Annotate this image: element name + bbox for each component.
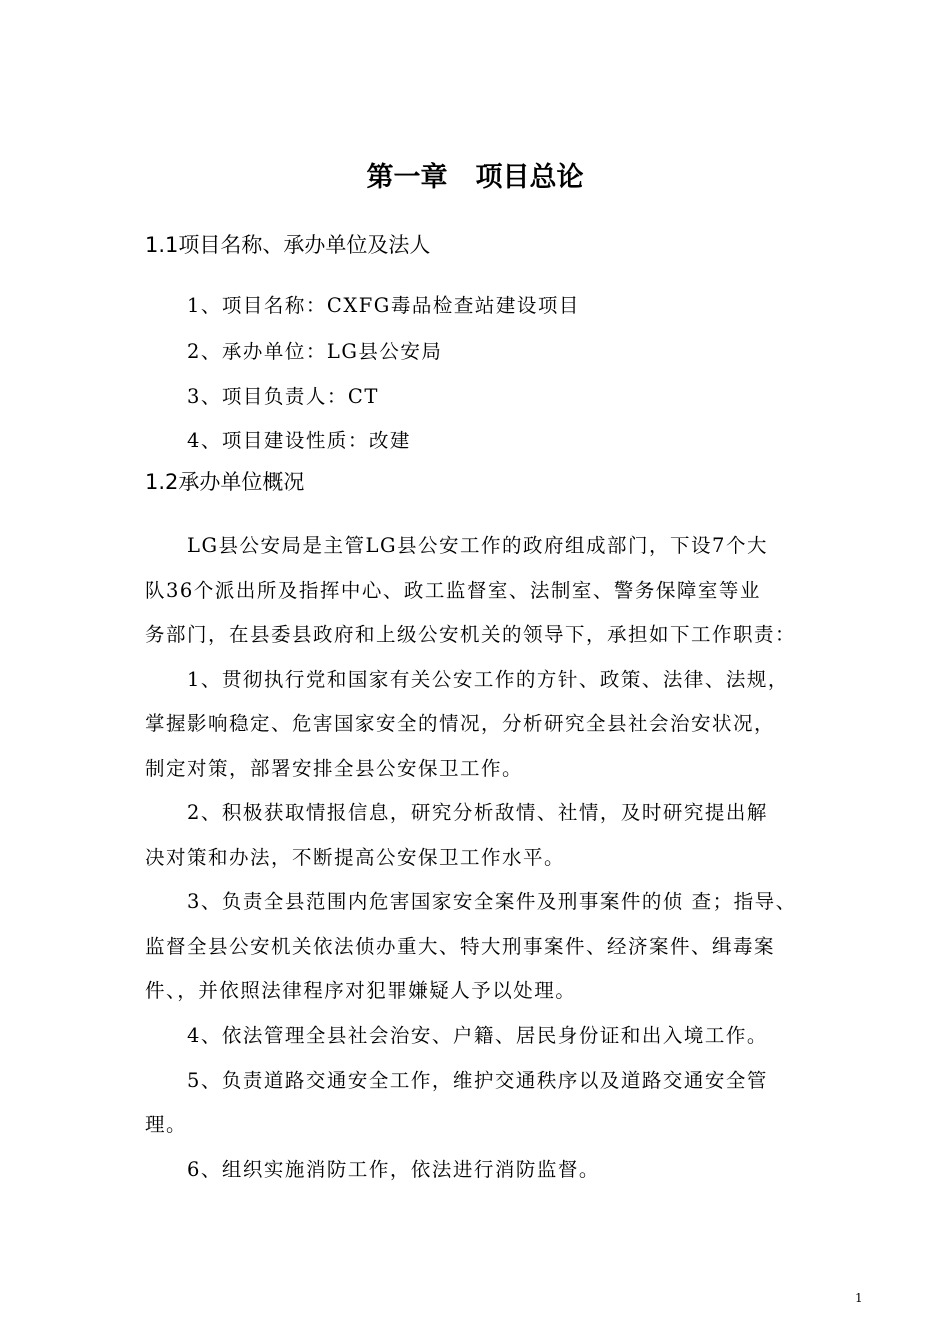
paragraph-line: 务部门，在县委县政府和上级公安机关的领导下，承担如下工作职责： bbox=[145, 623, 797, 646]
paragraph-line: 制定对策，部署安排全县公安保卫工作。 bbox=[145, 757, 524, 780]
paragraph-line: 监督全县公安机关依法侦办重大、特大刑事案件、经济案件、缉毒案 bbox=[145, 935, 776, 958]
construction-nature-item: 4、项目建设性质：改建 bbox=[187, 429, 411, 452]
paragraph-line: 1、贯彻执行党和国家有关公安工作的方针、政策、法律、法规， bbox=[187, 668, 789, 691]
chapter-name: 项目总论 bbox=[475, 162, 584, 193]
project-name-item: 1、项目名称：CXFG毒品检查站建设项目 bbox=[187, 294, 580, 317]
chapter-title bbox=[0, 158, 950, 198]
paragraph-line: 3、负责全县范围内危害国家安全案件及刑事案件的侦 查；指导、 bbox=[187, 890, 797, 913]
section-heading-1-2: 1.2承办单位概况 bbox=[145, 470, 305, 494]
paragraph-line: 理。 bbox=[145, 1113, 188, 1136]
project-leader-item: 3、项目负责人：CT bbox=[187, 385, 379, 408]
paragraph-line: 队36个派出所及指挥中心、政工监督室、法制室、警务保障室等业 bbox=[145, 579, 761, 602]
paragraph-line: 4、依法管理全县社会治安、户籍、居民身份证和出入境工作。 bbox=[187, 1024, 768, 1047]
paragraph-line: 5、负责道路交通安全工作，维护交通秩序以及道路交通安全管 bbox=[187, 1069, 768, 1092]
paragraph-line: 决对策和办法，不断提高公安保卫工作水平。 bbox=[145, 846, 566, 869]
section-heading-1-1: 1.1项目名称、承办单位及法人 bbox=[145, 233, 431, 257]
paragraph-line: 2、积极获取情报信息，研究分析敌情、社情，及时研究提出解 bbox=[187, 801, 768, 824]
page-number: 1 bbox=[855, 1291, 863, 1305]
paragraph-line: LG县公安局是主管LG县公安工作的政府组成部门，下设7个大 bbox=[187, 534, 768, 557]
paragraph-line: 6、组织实施消防工作，依法进行消防监督。 bbox=[187, 1158, 600, 1181]
paragraph-line: 掌握影响稳定、危害国家安全的情况，分析研究全县社会治安状况， bbox=[145, 712, 776, 735]
organizer-item: 2、承办单位：LG县公安局 bbox=[187, 340, 443, 363]
paragraph-line: 件、，并依照法律程序对犯罪嫌疑人予以处理。 bbox=[145, 979, 577, 1002]
chapter-number: 第一章 bbox=[366, 162, 448, 193]
